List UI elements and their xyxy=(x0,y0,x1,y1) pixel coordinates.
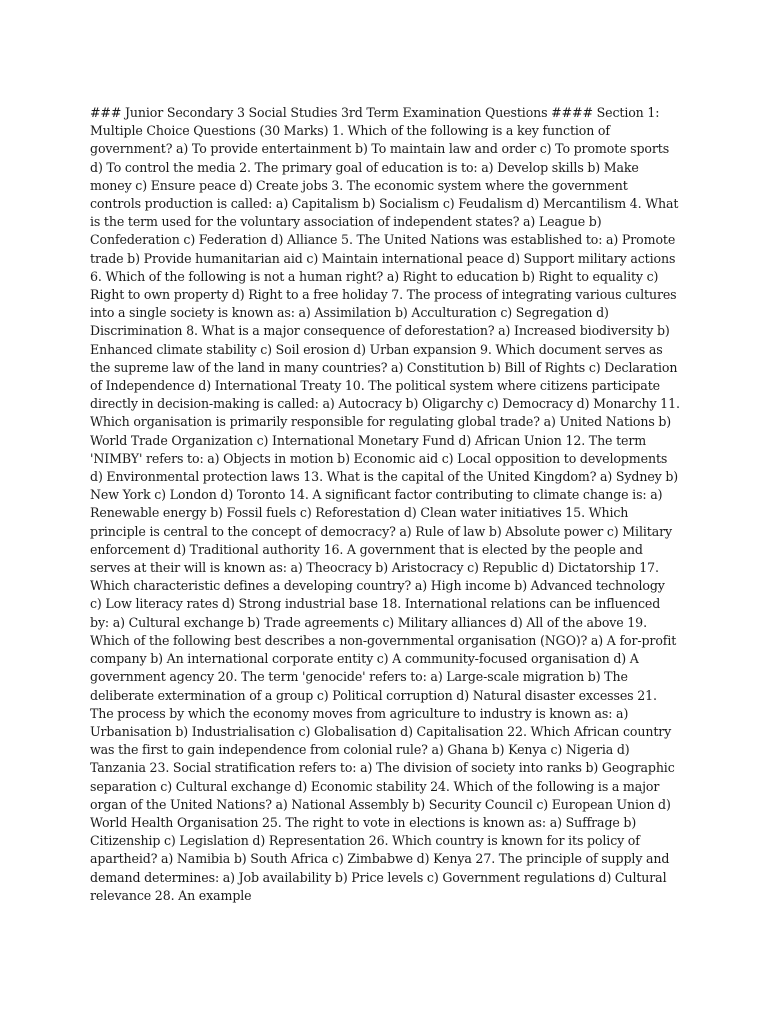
document-body-text: ### Junior Secondary 3 Social Studies 3rd Term Examination Questions #### Section 1: Multiple Choice Questions (30 Marks) 1. Which of the following is a key function of government? a) To provide entertainment b) To maintain law and order c) To promote sports d) To control the media 2. The primary goal of education is to: a) Develop skills b) Make money c) Ensure peace d) Create jobs 3. The economic system where the government controls production is called: a) Capitalism b) Socialism c) Feudalism d) Mercantilism 4. What is the term used for the voluntary association of independent states? a) League b) Confederation c) Federation d) Alliance 5. The United Nations was established to: a) Promote trade b) Provide humanitarian aid c) Maintain international peace d) Support military actions 6. Which of the following is not a human right? a) Right to education b) Right to equality c) Right to own property d) Right to a free holiday 7. The process of integrating various cultures into a single society is known as: a) Assimilation b) Acculturation c) Segregation d) Discrimination 8. What is a major consequence of deforestation? a) Increased biodiversity b) Enhanced climate stability c) Soil erosion d) Urban expansion 9. Which document serves as the supreme law of the land in many countries? a) Constitution b) Bill of Rights c) Declaration of Independence d) International Treaty 10. The political system where citizens participate directly in decision-making is called: a) Autocracy b) Oligarchy c) Democracy d) Monarchy 11. Which organisation is primarily responsible for regulating global trade? a) United Nations b) World Trade Organization c) International Monetary Fund d) African Union 12. The term 'NIMBY' refers to: a) Objects in motion b) Economic aid c) Local opposition to developments d) Environmental protection laws 13. What is the capital of the United Kingdom? a) Sydney b) New York c) London d) Toronto 14. A significant factor contributing to climate change is: a) Renewable energy b) Fossil fuels c) Reforestation d) Clean water initiatives 15. Which principle is central to the concept of democracy? a) Rule of law b) Absolute power c) Military enforcement d) Traditional authority 16. A government that is elected by the people and serves at their will is known as: a) Theocracy b) Aristocracy c) Republic d) Dictatorship 17. Which characteristic defines a developing country? a) High income b) Advanced technology c) Low literacy rates d) Strong industrial base 18. International relations can be influenced by: a) Cultural exchange b) Trade agreements c) Military alliances d) All of the above 19. Which of the following best describes a non-governmental organisation (NGO)? a) A for-profit company b) An international corporate entity c) A community-focused organisation d) A government agency 20. The term 'genocide' refers to: a) Large-scale migration b) The deliberate extermination of a group c) Political corruption d) Natural disaster excesses 21. The process by which the economy moves from agriculture to industry is known as: a) Urbanisation b) Industrialisation c) Globalisation d) Capitalisation 22. Which African country was the first to gain independence from colonial rule? a) Ghana b) Kenya c) Nigeria d) Tanzania 23. Social stratification refers to: a) The division of society into ranks b) Geographic separation c) Cultural exchange d) Economic stability 24. Which of the following is a major organ of the United Nations? a) National Assembly b) Security Council c) European Union d) World Health Organisation 25. The right to vote in elections is known as: a) Suffrage b) Citizenship c) Legislation d) Representation 26. Which country is known for its policy of apartheid? a) Namibia b) South Africa c) Zimbabwe d) Kenya 27. The principle of supply and demand determines: a) Job availability b) Price levels c) Government regulations d) Cultural relevance 28. An example xyxy=(90,105,680,903)
